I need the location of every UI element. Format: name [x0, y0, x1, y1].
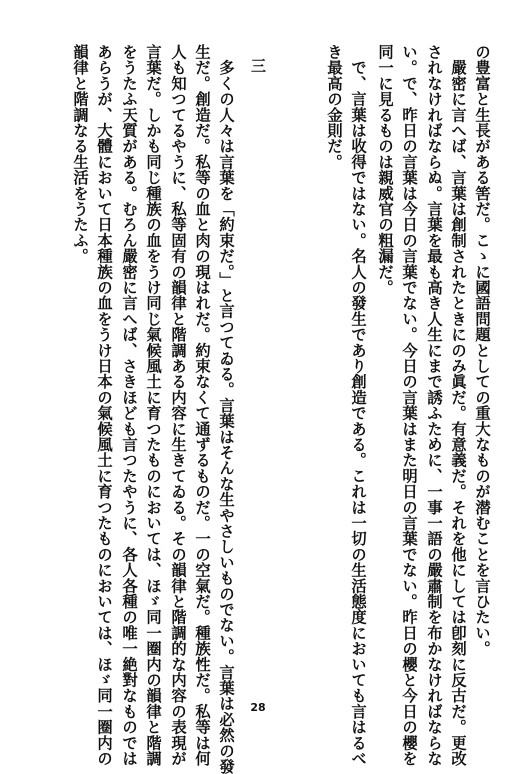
text-column: あらうが、大體において日本種族の血をうけ日本の氣候風土に育つたものにおいては、ほゞ同一圈内の — [95, 44, 113, 767]
text-column: の豊富と生長がある筈だ。こゝに國語問題としての重大なものが潜むことを言ひたい。 — [473, 44, 491, 657]
text-column: で、言葉は收得ではない。名人の發生であり創造である。これは一切の生活態度においても言はるべ — [349, 44, 367, 767]
text-column: されなければならぬ。言葉を最も高き人生にまで誘ふために、一事一語の嚴肅制を布かなければならな — [425, 44, 443, 767]
page-number: 28 — [250, 701, 266, 714]
text-column: い。で、昨日の言葉は今日の言葉でない。今日の言葉はまた明日の言葉でない。昨日の櫻と今日の櫻を — [400, 44, 418, 767]
text-column: 同一に見るものは親威官の粗漏だ。 — [376, 44, 394, 296]
text-column: 多くの人々は言葉を「約束だ。」と言つてゐる。言葉はそんな生やさしいものでない。言葉は必然の發 — [217, 44, 235, 774]
text-column: をうたふ天質がある。むろん嚴密に言へば、さきほども言つたやうに、各人各種の唯一絶對なものでは — [120, 44, 138, 767]
text-column: 嚴密に言へば、言葉は創制されたときにのみ眞だ。有意義だ。それを他にしては卽刻に反古だ。更改 — [449, 44, 467, 767]
text-column: 人も知つてるやうに、私等固有の韻律と階調ある内容に生きてゐる。その韻律と階調的な内容の表現が — [169, 44, 187, 767]
text-column: 言葉だ。しかも同じ種族の血をうけ同じ氣候風土に育つたものにおいては、ほゞ同一圈内の韻律と階調 — [144, 44, 162, 767]
text-column: 生だ。創造だ。私等の血と肉の現はれだ。約束なくて通ずるものだ。一の空氣だ。種族性だ。私等は何 — [193, 44, 211, 767]
section-number: 三 — [249, 58, 267, 73]
text-column: 韻律と階調なる生活をうたふ。 — [71, 44, 89, 264]
text-column: き最高の金則だ。 — [325, 44, 343, 170]
